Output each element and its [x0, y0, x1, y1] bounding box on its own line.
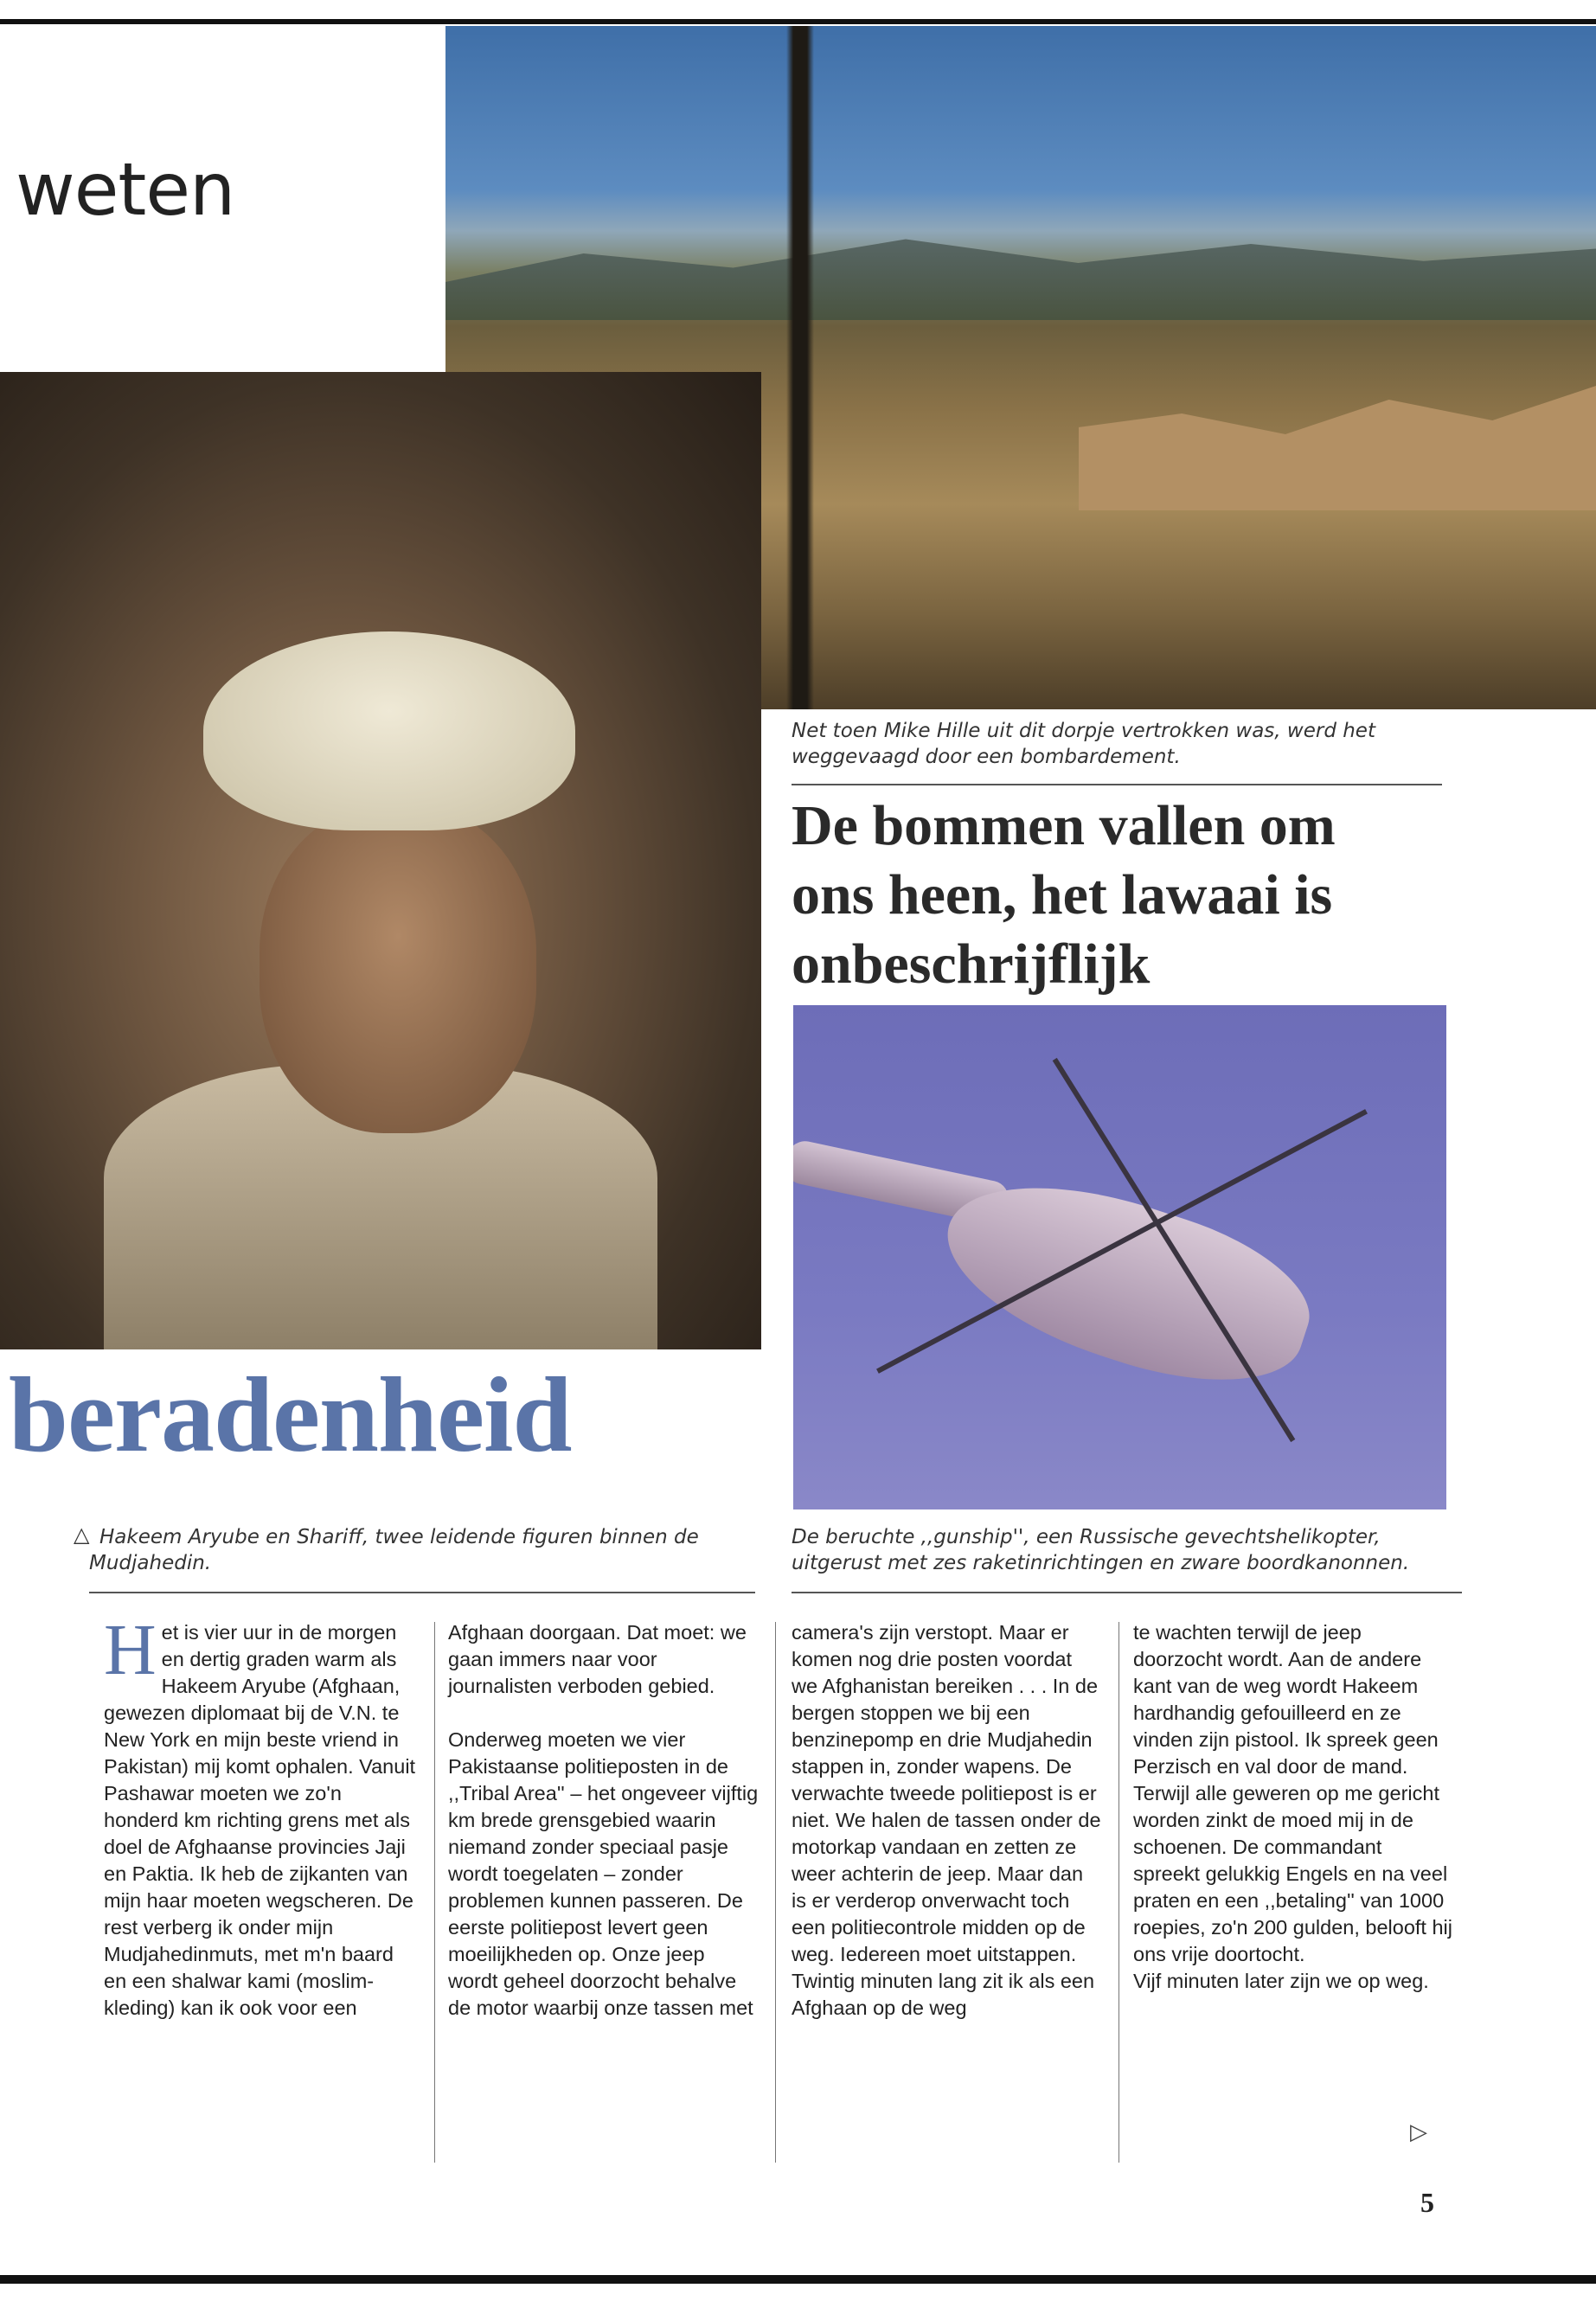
column-4-paragraph-2: Vijf minuten later zijn we op weg.	[1133, 1970, 1429, 1992]
title-word: beradenheid	[9, 1356, 572, 1474]
column-4-paragraph-1: te wachten terwijl de jeep doorzocht wordt. Aan de andere kant van de weg wordt Hakeem hardhandig gefouilleerd en ze vinden zijn pistool. Ik spreek geen Perzisch en val door de mand. Terwijl alle geweren op me gericht worden zinkt de moed mij in de schoenen. De commandant spreekt gelukkig Engels en na veel praten en een ,,betaling'' van 1000 roepies, zo'n 200 gulden, belooft hij ons vrije doortocht.	[1133, 1621, 1453, 1965]
drop-cap: H	[104, 1610, 157, 1690]
article-column-2	[448, 1619, 760, 2022]
mountain-range	[445, 225, 1596, 320]
mudjahedin-portrait-photo	[0, 372, 761, 1349]
headline-rule	[792, 784, 1442, 785]
ruined-walls	[1079, 372, 1596, 510]
caption-rule-left	[89, 1592, 755, 1593]
headline-line-1: De bommen vallen om	[792, 794, 1336, 857]
portrait-face	[260, 804, 536, 1133]
portrait-caption	[89, 1524, 747, 1576]
column-2-paragraph-1: Afghaan doorgaan. Dat moet: we gaan immers naar voor journalisten verboden gebied.	[448, 1621, 747, 1697]
column-divider	[434, 1622, 435, 2163]
helicopter-caption: De beruchte ,,gunship'', een Russische gevechtshelikopter, uitgerust met zes raketinrichtingen en zware boordkanonnen.	[792, 1526, 1410, 1574]
column-3-paragraph: camera's zijn verstopt. Maar er komen nog drie posten voordat we Afghanistan bereiken . . . In de bergen stoppen we bij een benzinepomp en drie Mudjahedin stappen in, zonder wapens. De verwachte tweede politiepost is er niet. We halen de tassen onder de motorkap vandaan en zetten ze weer achterin de jeep. Maar dan is er verderop onverwacht toch een politiecontrole midden op de weg. Iedereen moet uitstappen. Twintig minuten lang zit ik als een Afghaan op de weg	[792, 1621, 1101, 2019]
column-2-paragraph-2: Onderweg moeten we vier Pakistaanse politieposten in de ,,Tribal Area'' – het ongeveer vijftig km brede grensgebied waarin niemand zonder speciaal pasje wordt toegelaten – zonder problemen kunnen passeren. De eerste politiepost levert geen moeilijkheden op. Onze jeep wordt geheel doorzocht behalve de motor waarbij onze tassen met	[448, 1728, 759, 2019]
portrait-caption-text: Hakeem Aryube en Shariff, twee leidende figuren binnen de Mudjahedin.	[89, 1526, 699, 1574]
gunship-helicopter-photo	[793, 1005, 1446, 1509]
triangle-marker-icon: △	[74, 1522, 90, 1547]
article-column-1	[104, 1610, 420, 2022]
continue-arrow-icon: ▷	[1410, 2119, 1427, 2145]
headline-line-3: onbeschrijflijk	[792, 933, 1151, 996]
section-kicker: weten	[16, 147, 235, 232]
page-number: 5	[1420, 2187, 1434, 2218]
article-headline	[792, 792, 1449, 999]
column-divider	[775, 1622, 776, 2163]
column-1-paragraph: et is vier uur in de morgen en dertig graden warm als Hakeem Aryube (Afghaan, gewezen diplomaat bij de V.N. te New York en mijn beste vriend in Pakistan) mij komt ophalen. Vanuit Pashawar moeten we zo'n honderd km richting grens met als doel de Afghaanse provincies Jaji en Paktia. Ik heb de zijkanten van mijn haar moeten wegscheren. De rest verberg ik onder mijn Mudjahedinmuts, met m'n baard en een shalwar kami (moslim-kleding) kan ik ook voor een	[104, 1621, 416, 2019]
article-column-3	[792, 1619, 1103, 2022]
top-rule	[0, 19, 1596, 24]
caption-rule-right	[792, 1592, 1462, 1593]
headline-line-2: ons heen, het lawaai is	[792, 863, 1333, 926]
bottom-rule	[0, 2275, 1596, 2284]
portrait-hat	[203, 631, 575, 830]
article-column-4	[1133, 1619, 1453, 1995]
column-divider	[1118, 1622, 1119, 2163]
landscape-caption: Net toen Mike Hille uit dit dorpje vertrokken was, werd het weggevaagd door een bombardement.	[792, 720, 1375, 768]
